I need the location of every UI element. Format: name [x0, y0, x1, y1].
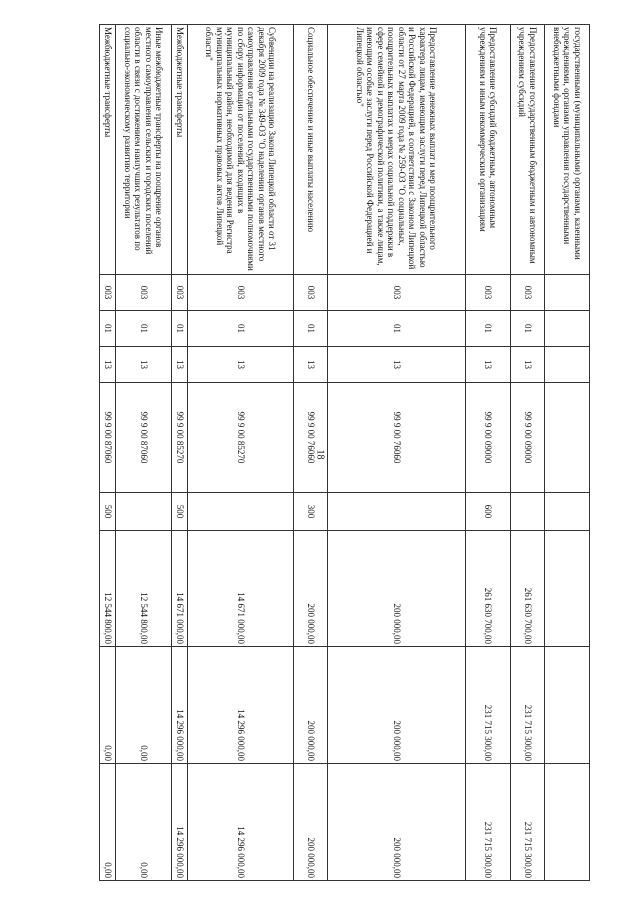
subsection-code: 13 — [511, 347, 545, 383]
sum-year-1: 14 671 000,00 — [172, 531, 188, 647]
section-code: 01 — [116, 311, 172, 347]
row-name: Межбюджетные трансферты — [100, 25, 116, 275]
admin-code: 003 — [328, 275, 466, 311]
target-article: 99 9 00 09000 — [466, 383, 511, 493]
sum-year-1 — [545, 531, 590, 647]
sum-year-3: 231 715 300,00 — [466, 764, 511, 881]
target-article: 99 9 00 87060 — [116, 383, 172, 493]
sum-year-3: 200 000,00 — [294, 764, 328, 881]
expense-type — [545, 493, 590, 531]
sum-year-1: 12 544 800,00 — [116, 531, 172, 647]
row-name: государственными (муниципальными) органами, казенными учреждениями, органами управления государственными внебюджетными фондами — [545, 25, 590, 275]
sum-year-1: 261 630 700,00 — [466, 531, 511, 647]
sum-year-2 — [545, 647, 590, 764]
sum-year-3: 231 715 300,00 — [511, 764, 545, 881]
target-article: 99 9 00 76060 — [294, 383, 328, 493]
table-row — [188, 25, 294, 881]
sum-year-3 — [545, 764, 590, 881]
table-row — [511, 25, 545, 881]
sum-year-1: 200 000,00 — [294, 531, 328, 647]
admin-code — [545, 275, 590, 311]
target-article: 99 9 00 85270 — [188, 383, 294, 493]
expense-type — [116, 493, 172, 531]
rotated-table-wrapper — [100, 24, 590, 880]
subsection-code — [545, 347, 590, 383]
sum-year-3: 14 296 000,00 — [172, 764, 188, 881]
row-name: Предоставление субсидий бюджетным, автономным учреждениям и иным некоммерческим организациям — [466, 25, 511, 275]
expense-type — [511, 493, 545, 531]
sum-year-1: 261 630 700,00 — [511, 531, 545, 647]
target-article: 99 9 00 85270 — [172, 383, 188, 493]
sum-year-3: 200 000,00 — [328, 764, 466, 881]
expense-type: 500 — [100, 493, 116, 531]
table-row — [294, 25, 328, 881]
section-code: 01 — [511, 311, 545, 347]
sum-year-1: 200 000,00 — [328, 531, 466, 647]
admin-code: 003 — [466, 275, 511, 311]
subsection-code: 13 — [172, 347, 188, 383]
section-code: 01 — [328, 311, 466, 347]
admin-code: 003 — [172, 275, 188, 311]
table-row — [466, 25, 511, 881]
sum-year-3: 14 296 000,00 — [188, 764, 294, 881]
sum-year-2: 14 296 000,00 — [172, 647, 188, 764]
section-code: 01 — [466, 311, 511, 347]
budget-table — [99, 24, 590, 881]
sum-year-2: 231 715 300,00 — [466, 647, 511, 764]
section-code: 01 — [294, 311, 328, 347]
section-code: 01 — [172, 311, 188, 347]
table-row — [172, 25, 188, 881]
expense-type — [188, 493, 294, 531]
admin-code: 003 — [116, 275, 172, 311]
sum-year-2: 14 296 000,00 — [188, 647, 294, 764]
subsection-code: 13 — [294, 347, 328, 383]
row-name: Иные межбюджетные трансферты на поощрение органов местного самоуправления сельских и городских поселений области в связи с достижением наилучших результатов по социально-экономическому развитию территории — [116, 25, 172, 275]
sum-year-3: 0,00 — [100, 764, 116, 881]
admin-code: 003 — [100, 275, 116, 311]
table-row — [545, 25, 590, 881]
table-row — [116, 25, 172, 881]
sum-year-2: 200 000,00 — [328, 647, 466, 764]
table-row — [100, 25, 116, 881]
sum-year-2: 200 000,00 — [294, 647, 328, 764]
target-article: 99 9 00 09000 — [511, 383, 545, 493]
sum-year-3: 0,00 — [116, 764, 172, 881]
row-name: Межбюджетные трансферты — [172, 25, 188, 275]
section-code: 01 — [188, 311, 294, 347]
subsection-code: 13 — [188, 347, 294, 383]
admin-code: 003 — [294, 275, 328, 311]
expense-type: 300 — [294, 493, 328, 531]
section-code — [545, 311, 590, 347]
row-name: Предоставление денежных выплат и мер поощрительного характера лицам, имеющим заслуги перед Липецкой областью и Российской Федерацией, в соответствии с Законом Липецкой области от 27 марта 2009 года № 259-ОЗ "О социальных, поощрительных выплатах и мерах социальной поддержки в сфере семейной и демографической политики, а также лицам, имеющим особые заслуги перед Российской Федерацией и Липецкой областью" — [328, 25, 466, 275]
row-name: Социальное обеспечение и иные выплаты населению — [294, 25, 328, 275]
page-number: 18 — [314, 449, 326, 460]
section-code: 01 — [100, 311, 116, 347]
sum-year-2: 0,00 — [116, 647, 172, 764]
expense-type: 600 — [466, 493, 511, 531]
admin-code: 003 — [188, 275, 294, 311]
expense-type: 500 — [172, 493, 188, 531]
target-article: 99 9 00 87060 — [100, 383, 116, 493]
target-article — [545, 383, 590, 493]
expense-type — [328, 493, 466, 531]
row-name: Предоставление государственным бюджетным и автономным учреждениям субсидий — [511, 25, 545, 275]
table-row — [328, 25, 466, 881]
sum-year-2: 0,00 — [100, 647, 116, 764]
sum-year-2: 231 715 300,00 — [511, 647, 545, 764]
target-article: 99 9 00 76060 — [328, 383, 466, 493]
admin-code: 003 — [511, 275, 545, 311]
sum-year-1: 12 544 800,00 — [100, 531, 116, 647]
subsection-code: 13 — [100, 347, 116, 383]
sum-year-1: 14 671 000,00 — [188, 531, 294, 647]
row-name: Субвенции на реализацию Закона Липецкой области от 31 декабря 2009 года № 349-ОЗ "О наделении органов местного самоуправления отдельными государственными полномочиями по сбору информации от поселений, входящих в муниципальный район, необходимой для ведения Регистра муниципальных нормативных правовых актов Липецкой области" — [188, 25, 294, 275]
subsection-code: 13 — [116, 347, 172, 383]
subsection-code: 13 — [466, 347, 511, 383]
subsection-code: 13 — [328, 347, 466, 383]
